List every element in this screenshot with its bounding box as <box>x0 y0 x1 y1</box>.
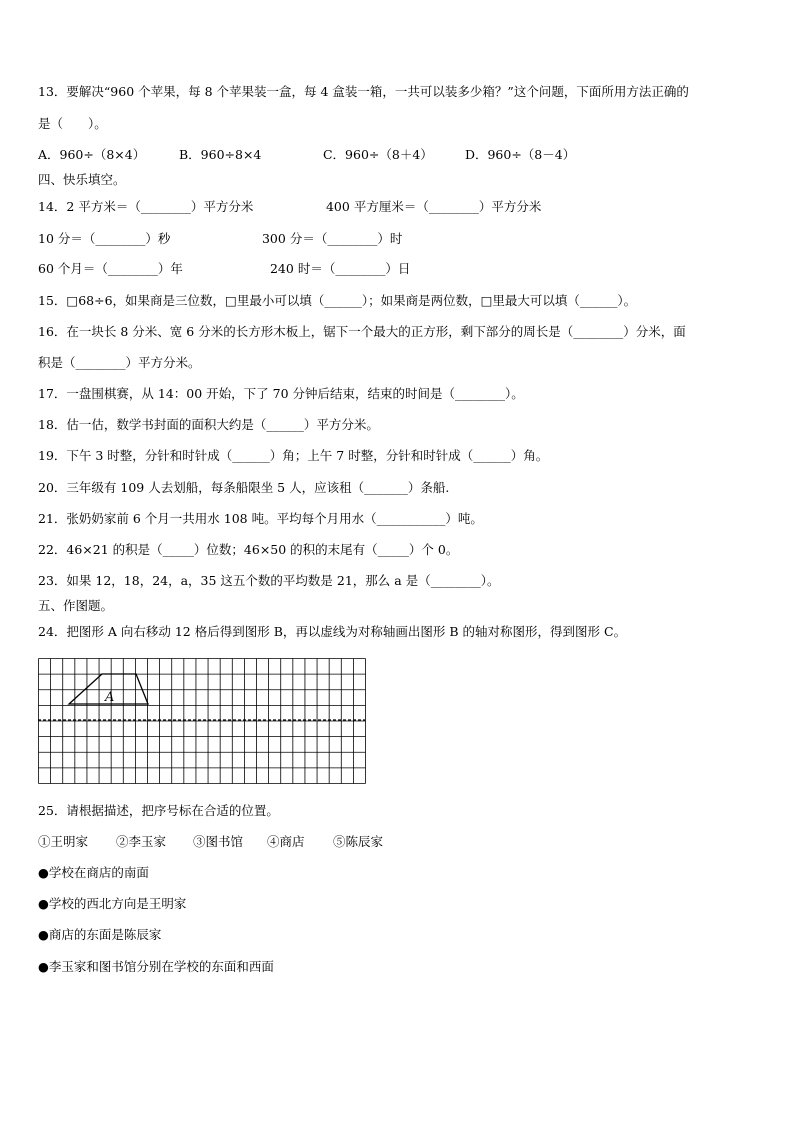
q15-text: 15．□68÷6，如果商是三位数，□里最小可以填（______）；如果商是两位数，□里最大可以填（______）。 <box>38 293 637 308</box>
q14-row3 <box>38 261 410 277</box>
q25-bullet-1: ●学校在商店的南面 <box>38 865 149 880</box>
q14-row2 <box>38 231 402 247</box>
q25-bullet-4: ●李玉家和图书馆分别在学校的东面和西面 <box>38 959 274 974</box>
q21-text: 21．张奶奶家前 6 个月一共用水 108 吨。平均每个月用水（___________）吨。 <box>38 511 483 526</box>
q14-row1 <box>38 199 541 215</box>
q25-item-1: ①王明家 <box>38 834 89 849</box>
q25-item-5: ⑤陈辰家 <box>332 834 383 849</box>
q13-line1: 13．要解决“960 个苹果，每 8 个苹果装一盒，每 4 盒装一箱，一共可以装多少箱？”这个问题，下面所用方法正确的 <box>38 84 689 99</box>
q13-options <box>38 147 575 163</box>
q13-option-d[interactable]: D．960÷（8－4） <box>464 147 576 162</box>
q25-text: 25．请根据描述，把序号标在合适的位置。 <box>38 803 279 818</box>
q24-text: 24．把图形 A 向右移动 12 格后得到图形 B，再以虚线为对称轴画出图形 B 的轴对称图形，得到图形 C。 <box>38 624 627 639</box>
q17-text: 17．一盘围棋赛，从 14：00 开始，下了 70 分钟后结束，结束的时间是（________）。 <box>38 386 524 401</box>
section-4-heading: 四、快乐填空。 <box>38 172 126 187</box>
q14-row2-left: 10 分＝（________）秒 <box>38 231 171 246</box>
q14-row3-right: 240 时＝（________）日 <box>269 261 411 276</box>
q14-row1-right: 400 平方厘米＝（________）平方分米 <box>325 199 542 214</box>
q13-option-a[interactable]: A．960÷（8×4） <box>38 147 146 162</box>
q25-bullet-2: ●学校的西北方向是王明家 <box>38 896 187 911</box>
q13-line2: 是（ ）。 <box>38 116 107 131</box>
q25-item-4: ④商店 <box>266 834 305 849</box>
grid-lines <box>39 659 366 784</box>
q20-text: 20．三年级有 109 人去划船，每条船限坐 5 人，应该租（_______）条船. <box>38 480 450 495</box>
drawing-grid[interactable] <box>38 658 366 784</box>
q18-text: 18．估一估，数学书封面的面积大约是（______）平方分米。 <box>38 417 379 432</box>
q13-option-b[interactable]: B．960÷8×4 <box>178 147 262 162</box>
q14-row3-left: 60 个月＝（________）年 <box>38 261 183 276</box>
q25-items <box>38 834 383 850</box>
figure-a-label: A <box>105 690 115 705</box>
q25-item-3: ③图书馆 <box>192 834 243 849</box>
q25-item-2: ②李玉家 <box>115 834 166 849</box>
section-5-heading: 五、作图题。 <box>38 598 114 613</box>
q16-line1: 16．在一块长 8 分米、宽 6 分米的长方形木板上，锯下一个最大的正方形，剩下部分的周长是（________）分米，面 <box>38 324 686 339</box>
q22-text: 22．46×21 的积是（_____）位数；46×50 的积的末尾有（_____）个 0。 <box>38 542 459 557</box>
q16-line2: 积是（________）平方分米。 <box>38 355 201 370</box>
q14-row1-left: 14．2 平方米＝（________）平方分米 <box>38 199 254 214</box>
q14-row2-right: 300 分＝（________）时 <box>261 231 403 246</box>
q19-text: 19．下午 3 时整，分针和时针成（______）角；上午 7 时整，分针和时针成（______）角。 <box>38 448 549 463</box>
q25-bullet-3: ●商店的东面是陈辰家 <box>38 927 162 942</box>
q13-option-c[interactable]: C．960÷（8＋4） <box>322 147 433 162</box>
q23-text: 23．如果 12，18，24，a，35 这五个数的平均数是 21，那么 a 是（________）。 <box>38 573 500 588</box>
